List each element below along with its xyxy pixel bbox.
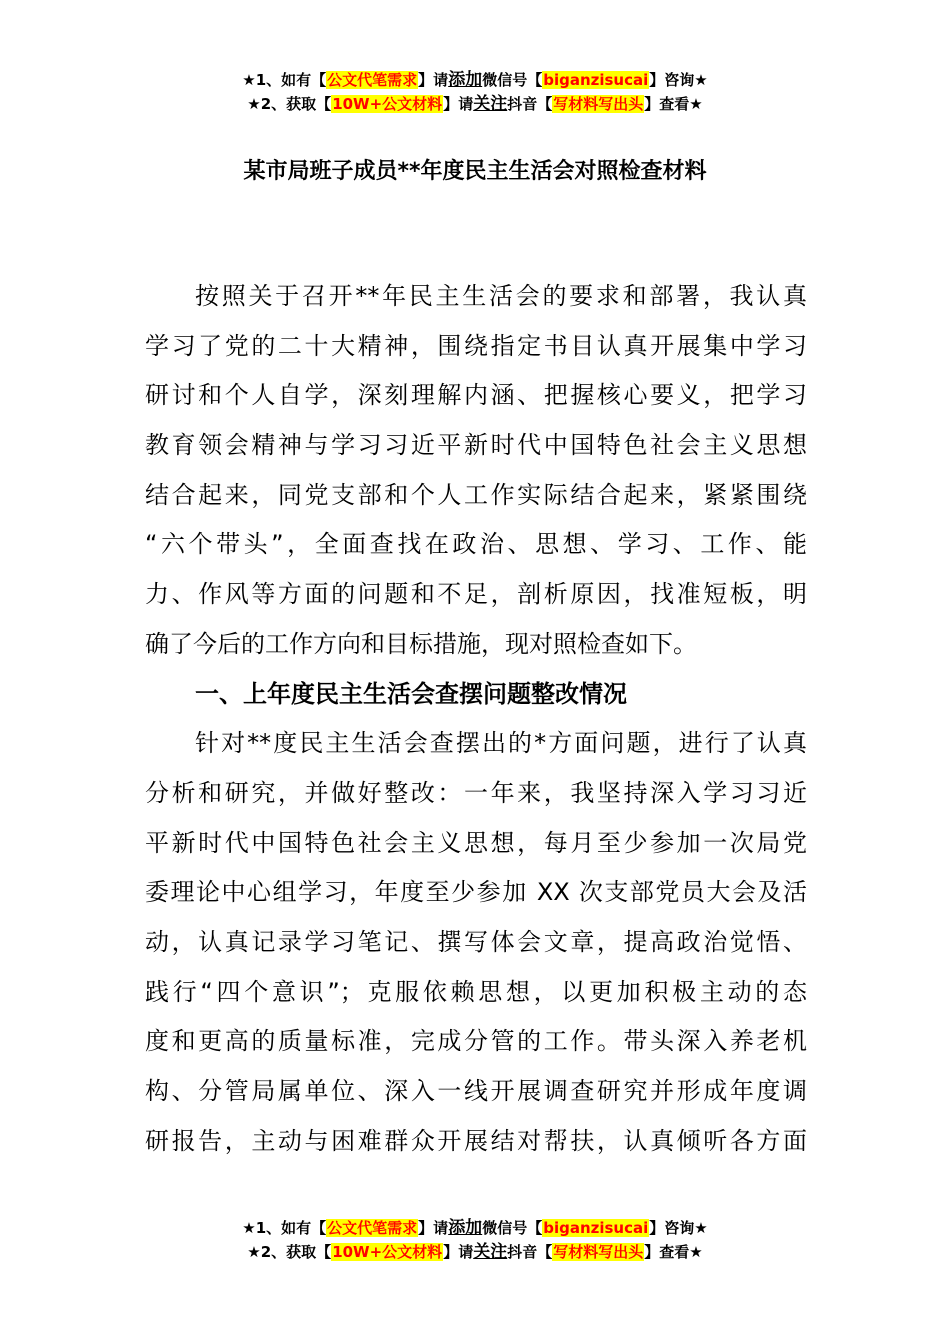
paragraph-line: 结合起来，同党支部和个人工作实际结合起来，紧紧围绕: [145, 480, 807, 509]
banner-text: 】咨询★: [649, 1219, 708, 1237]
paragraph-line: 研报告，主动与困难群众开展结对帮扶，认真倾听各方面: [145, 1126, 807, 1155]
paragraph-line: 按照关于召开**年民主生活会的要求和部署，我认真: [195, 282, 807, 310]
footer-banner: [0, 1216, 950, 1264]
paragraph-line: 委理论中心组学习，年度至少参加 XX 次支部党员大会及活: [145, 878, 807, 907]
paragraph-line: 力、作风等方面的问题和不足，剖析原因，找准短板，明: [145, 580, 807, 609]
banner-line-2: [0, 92, 950, 116]
paragraph-line: 平新时代中国特色社会主义思想，每月至少参加一次局党: [145, 828, 807, 857]
paragraph-line: 动，认真记录学习笔记、撰写体会文章，提高政治觉悟、: [145, 927, 807, 956]
banner-emphasis: 关注: [473, 94, 508, 114]
paragraph-line: 分析和研究，并做好整改：一年来，我坚持深入学习习近: [145, 778, 807, 807]
banner-emphasis: 添加: [448, 70, 483, 90]
paragraph-line: “六个带头”，全面查找在政治、思想、学习、工作、能: [145, 530, 807, 559]
banner-text: 】请: [443, 95, 474, 113]
banner-line-1: [0, 1216, 950, 1240]
banner-text: ★2、获取【: [247, 95, 332, 113]
banner-text: 】查看★: [644, 1243, 703, 1261]
banner-text: ★2、获取【: [247, 1243, 332, 1261]
highlight-materials: 10W+公文材料: [332, 95, 443, 113]
banner-text: 抖音【: [507, 1243, 553, 1261]
paragraph-line: 教育领会精神与学习习近平新时代中国特色社会主义思想: [145, 431, 807, 460]
highlight-service: 公文代笔需求: [327, 1219, 418, 1237]
paragraph-line: 构、分管局属单位、深入一线开展调查研究并形成年度调: [145, 1077, 807, 1105]
highlight-service: 公文代笔需求: [327, 71, 418, 89]
document-body: [145, 272, 807, 1166]
highlight-materials: 10W+公文材料: [332, 1243, 443, 1261]
highlight-wechat-id: biganzisucai: [543, 71, 649, 89]
banner-line-1: [0, 68, 950, 92]
header-banner: [0, 68, 950, 116]
highlight-douyin: 写材料写出头: [553, 95, 644, 113]
paragraph-line: 确了今后的工作方向和目标措施，现对照检查如下。: [145, 629, 697, 658]
document-title: 某市局班子成员**年度民主生活会对照检查材料: [243, 159, 707, 184]
banner-text: 】咨询★: [649, 71, 708, 89]
banner-line-2: [0, 1240, 950, 1264]
banner-text: 微信号【: [482, 71, 543, 89]
section-heading: 一、上年度民主生活会查摆问题整改情况: [195, 679, 627, 708]
highlight-wechat-id: biganzisucai: [543, 1219, 649, 1237]
banner-text: 】请: [418, 71, 449, 89]
banner-text: 】请: [443, 1243, 474, 1261]
banner-emphasis: 添加: [448, 1218, 483, 1238]
banner-text: 抖音【: [507, 95, 553, 113]
paragraph-line: 研讨和个人自学，深刻理解内涵、把握核心要义，把学习: [145, 381, 807, 410]
paragraph-line: 度和更高的质量标准，完成分管的工作。带头深入养老机: [145, 1027, 807, 1056]
banner-text: ★1、如有【: [242, 1219, 327, 1237]
paragraph-line: 针对**度民主生活会查摆出的*方面问题，进行了认真: [195, 729, 807, 758]
highlight-douyin: 写材料写出头: [553, 1243, 644, 1261]
paragraph-line: 学习了党的二十大精神，围绕指定书目认真开展集中学习: [145, 331, 807, 360]
banner-text: ★1、如有【: [242, 71, 327, 89]
banner-text: 微信号【: [482, 1219, 543, 1237]
banner-text: 】请: [418, 1219, 449, 1237]
banner-emphasis: 关注: [473, 1242, 508, 1262]
paragraph-line: 践行“四个意识”；克服依赖思想，以更加积极主动的态: [145, 977, 807, 1006]
banner-text: 】查看★: [644, 95, 703, 113]
